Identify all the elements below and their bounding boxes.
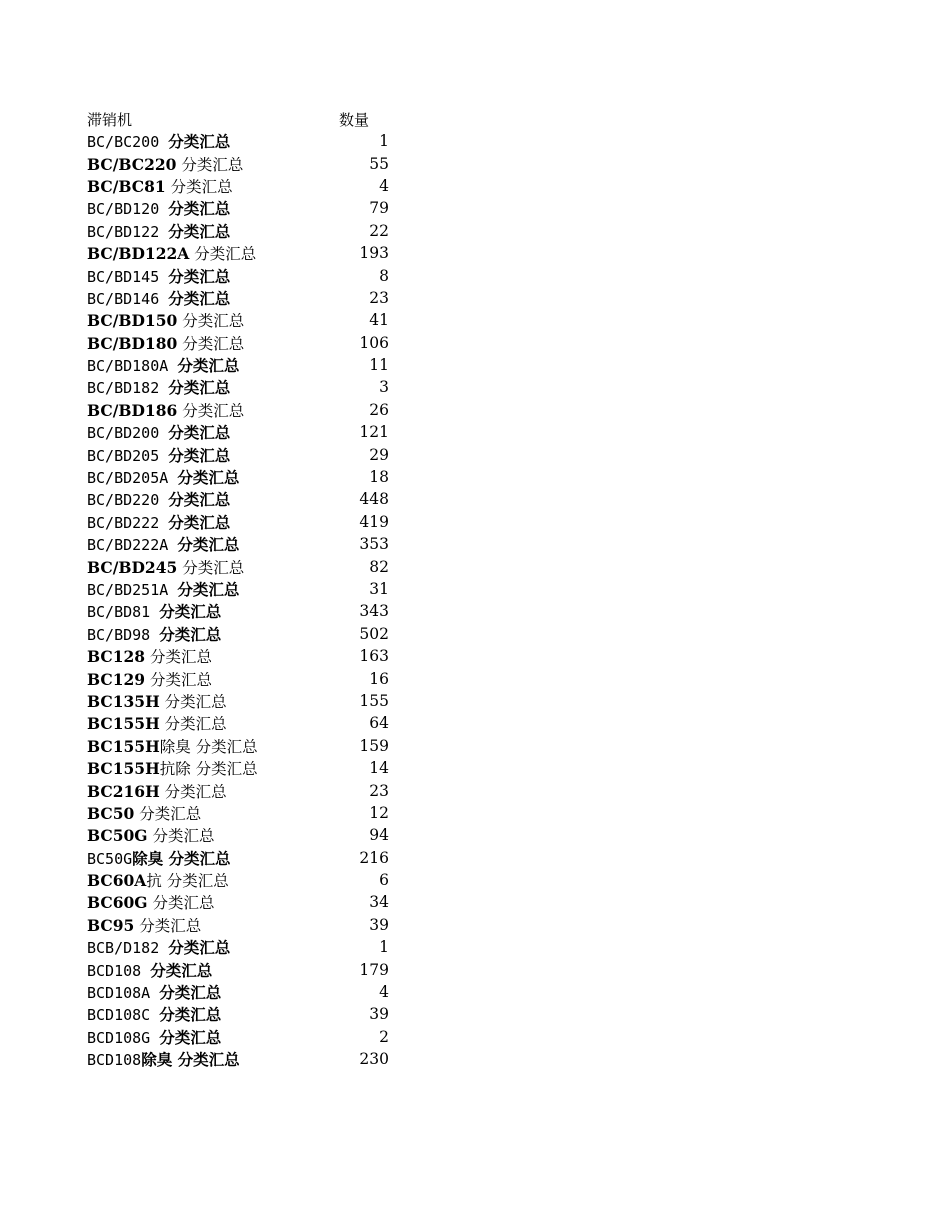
row-quantity: 353 bbox=[359, 535, 389, 554]
row-quantity: 31 bbox=[369, 580, 389, 598]
table-row bbox=[87, 623, 407, 645]
row-subtotal-label: 抗除 分类汇总 bbox=[159, 760, 258, 779]
table-row bbox=[87, 914, 407, 936]
table-row bbox=[87, 511, 407, 533]
summary-sheet bbox=[87, 108, 407, 1070]
row-subtotal-label: 分类汇总 bbox=[159, 1006, 222, 1025]
row-name-cell bbox=[87, 959, 339, 981]
table-row bbox=[87, 197, 407, 219]
row-quantity: 1 bbox=[379, 938, 389, 957]
row-model: BC216H bbox=[87, 781, 160, 801]
row-name-cell bbox=[87, 891, 339, 913]
row-subtotal-label: 分类汇总 bbox=[189, 245, 257, 264]
row-model: BC/BD200 bbox=[87, 424, 169, 443]
row-name-cell bbox=[87, 332, 339, 354]
row-name-cell bbox=[87, 802, 339, 824]
table-row bbox=[87, 847, 407, 869]
row-subtotal-label: 分类汇总 bbox=[177, 469, 240, 488]
row-subtotal-label: 分类汇总 bbox=[145, 648, 213, 667]
row-subtotal-label: 抗 分类汇总 bbox=[146, 872, 229, 891]
row-subtotal-label: 分类汇总 bbox=[134, 804, 202, 823]
row-name-cell bbox=[87, 242, 339, 264]
row-name-cell bbox=[87, 444, 339, 466]
row-quantity: 230 bbox=[359, 1050, 389, 1069]
row-model: BC/BD251A bbox=[87, 581, 178, 599]
row-subtotal-label: 分类汇总 bbox=[168, 939, 231, 958]
table-row bbox=[87, 958, 407, 980]
table-row bbox=[87, 152, 407, 174]
row-name-cell bbox=[87, 421, 339, 443]
row-name-cell bbox=[87, 265, 339, 287]
table-row bbox=[87, 376, 407, 398]
row-model: BC/BD222A bbox=[87, 536, 178, 555]
table-row bbox=[87, 466, 407, 488]
row-name-cell bbox=[87, 1026, 339, 1048]
row-subtotal-label: 分类汇总 bbox=[177, 312, 245, 331]
row-quantity: 26 bbox=[369, 400, 389, 419]
row-model: BC/BD182 bbox=[87, 379, 169, 398]
row-quantity: 163 bbox=[359, 647, 389, 666]
row-model: BC/BD120 bbox=[87, 200, 169, 219]
row-subtotal-label: 分类汇总 bbox=[168, 491, 231, 510]
table-row bbox=[87, 287, 407, 309]
row-model: BC60G bbox=[87, 893, 148, 913]
row-name-cell bbox=[87, 712, 339, 734]
row-quantity: 8 bbox=[379, 266, 389, 285]
row-model: BC50 bbox=[87, 803, 135, 823]
row-subtotal-label: 分类汇总 bbox=[165, 177, 233, 196]
row-quantity: 79 bbox=[369, 199, 389, 218]
row-model: BCD108 bbox=[87, 1051, 142, 1070]
table-row bbox=[87, 220, 407, 242]
table-row bbox=[87, 981, 407, 1003]
row-quantity: 18 bbox=[369, 468, 389, 487]
table-row bbox=[87, 354, 407, 376]
table-row bbox=[87, 802, 407, 824]
row-model: BC/BD145 bbox=[87, 267, 169, 286]
row-name-cell bbox=[87, 533, 339, 555]
table-row bbox=[87, 578, 407, 600]
row-model: BC129 bbox=[87, 669, 146, 689]
row-name-cell bbox=[87, 488, 339, 510]
row-model: BCB/D182 bbox=[87, 939, 169, 958]
row-subtotal-label: 分类汇总 bbox=[159, 715, 227, 734]
row-subtotal-label: 分类汇总 bbox=[176, 155, 244, 174]
table-row bbox=[87, 399, 407, 421]
row-subtotal-label: 分类汇总 bbox=[159, 625, 222, 644]
row-subtotal-label: 分类汇总 bbox=[168, 267, 231, 286]
row-subtotal-label: 分类汇总 bbox=[177, 401, 245, 420]
table-row bbox=[87, 332, 407, 354]
table-row bbox=[87, 443, 407, 465]
row-name-cell bbox=[87, 735, 339, 757]
table-row bbox=[87, 1003, 407, 1025]
row-quantity: 179 bbox=[359, 960, 389, 979]
row-quantity: 121 bbox=[359, 423, 389, 442]
table-row bbox=[87, 1048, 407, 1070]
table-row bbox=[87, 712, 407, 734]
row-model: BCD108G bbox=[87, 1028, 160, 1047]
row-name-cell bbox=[87, 556, 339, 578]
row-name-cell bbox=[87, 287, 339, 309]
row-quantity: 193 bbox=[359, 244, 389, 263]
row-quantity: 4 bbox=[379, 983, 389, 1002]
row-quantity: 419 bbox=[359, 512, 389, 531]
row-name-cell bbox=[87, 175, 339, 197]
row-quantity: 39 bbox=[369, 915, 389, 934]
row-model: BC/BD122 bbox=[87, 222, 169, 241]
row-subtotal-label: 分类汇总 bbox=[168, 200, 231, 219]
row-name-cell bbox=[87, 645, 339, 667]
row-quantity: 94 bbox=[369, 826, 389, 845]
table-row bbox=[87, 488, 407, 510]
row-model: BC155H bbox=[87, 714, 160, 734]
row-subtotal-label: 分类汇总 bbox=[177, 536, 240, 555]
row-subtotal-label: 分类汇总 bbox=[168, 424, 231, 443]
row-model: BC50G bbox=[87, 826, 148, 846]
row-name-cell bbox=[87, 466, 339, 488]
header-row bbox=[87, 108, 407, 130]
row-model: BCD108A bbox=[87, 984, 160, 1003]
column-header-name: 滞销机 bbox=[87, 110, 133, 129]
row-subtotal-label: 分类汇总 bbox=[134, 916, 202, 935]
row-quantity: 39 bbox=[369, 1005, 389, 1024]
row-model: BC95 bbox=[87, 915, 135, 935]
row-model: BC155H bbox=[87, 736, 160, 756]
row-name-cell bbox=[87, 197, 339, 219]
row-quantity: 14 bbox=[369, 759, 389, 778]
row-model: BC/BC81 bbox=[87, 176, 166, 196]
row-subtotal-label: 分类汇总 bbox=[168, 379, 231, 398]
column-header-quantity: 数量 bbox=[339, 110, 370, 129]
row-name-cell bbox=[87, 690, 339, 712]
row-model: BC/BD150 bbox=[87, 311, 178, 331]
row-model: BCD108 bbox=[87, 961, 151, 980]
row-subtotal-label: 分类汇总 bbox=[159, 1028, 222, 1047]
row-quantity: 41 bbox=[369, 311, 389, 330]
row-name-cell bbox=[87, 824, 339, 846]
table-row bbox=[87, 869, 407, 891]
row-name-cell bbox=[87, 623, 339, 645]
row-subtotal-label: 除臭 分类汇总 bbox=[132, 849, 231, 868]
row-model: BC/BC220 bbox=[87, 154, 177, 174]
row-model: BC/BD81 bbox=[87, 603, 160, 622]
row-name-cell bbox=[87, 668, 339, 690]
row-model: BC/BD186 bbox=[87, 400, 178, 420]
row-model: BC128 bbox=[87, 647, 146, 667]
row-model: BC/BD98 bbox=[87, 625, 160, 644]
row-name-cell bbox=[87, 981, 339, 1003]
row-subtotal-label: 分类汇总 bbox=[168, 222, 231, 241]
table-row bbox=[87, 757, 407, 779]
table-row bbox=[87, 891, 407, 913]
row-model: BC60A bbox=[87, 871, 147, 891]
row-quantity: 106 bbox=[359, 333, 389, 352]
row-name-cell bbox=[87, 220, 339, 242]
row-subtotal-label: 分类汇总 bbox=[168, 133, 231, 152]
row-subtotal-label: 分类汇总 bbox=[177, 334, 245, 353]
row-quantity: 502 bbox=[359, 624, 389, 643]
row-quantity: 16 bbox=[369, 669, 389, 688]
row-name-cell bbox=[87, 511, 339, 533]
table-row bbox=[87, 555, 407, 577]
row-quantity: 11 bbox=[369, 356, 389, 375]
row-model: BC/BD180 bbox=[87, 333, 178, 353]
row-model: BC/BD180A bbox=[87, 357, 178, 376]
row-subtotal-label: 分类汇总 bbox=[145, 670, 213, 689]
table-row bbox=[87, 600, 407, 622]
table-row bbox=[87, 1026, 407, 1048]
table-row bbox=[87, 667, 407, 689]
row-name-cell bbox=[87, 578, 339, 600]
row-model: BCD108C bbox=[87, 1006, 160, 1025]
row-name-cell bbox=[87, 757, 339, 779]
row-model: BC/BD205 bbox=[87, 446, 169, 465]
row-subtotal-label: 分类汇总 bbox=[150, 961, 213, 980]
row-quantity: 23 bbox=[369, 781, 389, 800]
row-quantity: 448 bbox=[359, 490, 389, 509]
row-name-cell bbox=[87, 847, 339, 869]
row-name-cell bbox=[87, 354, 339, 376]
row-name-cell bbox=[87, 153, 339, 175]
summary-rows bbox=[87, 130, 407, 1070]
row-quantity: 82 bbox=[369, 557, 389, 576]
row-subtotal-label: 分类汇总 bbox=[177, 581, 240, 599]
row-name-cell bbox=[87, 600, 339, 622]
row-name-cell bbox=[87, 936, 339, 958]
row-quantity: 6 bbox=[379, 871, 389, 890]
row-model: BC/BD222 bbox=[87, 513, 169, 532]
row-name-cell bbox=[87, 914, 339, 936]
row-subtotal-label: 除臭 分类汇总 bbox=[141, 1051, 240, 1070]
row-quantity: 2 bbox=[379, 1027, 389, 1046]
table-row bbox=[87, 735, 407, 757]
row-quantity: 12 bbox=[369, 803, 389, 822]
row-quantity: 23 bbox=[369, 288, 389, 307]
table-row bbox=[87, 533, 407, 555]
row-quantity: 3 bbox=[379, 378, 389, 397]
row-model: BC/BD122A bbox=[87, 244, 190, 264]
row-quantity: 64 bbox=[369, 714, 389, 733]
row-name-cell bbox=[87, 376, 339, 398]
table-row bbox=[87, 309, 407, 331]
row-subtotal-label: 分类汇总 bbox=[159, 984, 222, 1003]
row-name-cell bbox=[87, 1003, 339, 1025]
table-row bbox=[87, 690, 407, 712]
row-quantity: 216 bbox=[359, 848, 389, 867]
row-subtotal-label: 分类汇总 bbox=[168, 446, 231, 465]
table-row bbox=[87, 130, 407, 152]
row-model: BC/BD146 bbox=[87, 289, 169, 308]
row-subtotal-label: 分类汇总 bbox=[177, 357, 240, 376]
row-name-cell bbox=[87, 780, 339, 802]
row-subtotal-label: 分类汇总 bbox=[168, 289, 231, 308]
row-name-cell bbox=[87, 399, 339, 421]
row-model: BC/BC200 bbox=[87, 133, 169, 152]
row-quantity: 343 bbox=[359, 602, 389, 621]
table-row bbox=[87, 175, 407, 197]
row-subtotal-label: 分类汇总 bbox=[159, 692, 227, 711]
row-subtotal-label: 分类汇总 bbox=[147, 894, 215, 913]
row-quantity: 55 bbox=[369, 154, 389, 173]
row-subtotal-label: 分类汇总 bbox=[159, 782, 227, 801]
table-row bbox=[87, 242, 407, 264]
row-quantity: 29 bbox=[369, 445, 389, 464]
row-subtotal-label: 除臭 分类汇总 bbox=[159, 737, 258, 756]
row-name-cell bbox=[87, 1048, 339, 1070]
row-subtotal-label: 分类汇总 bbox=[147, 827, 215, 846]
row-name-cell bbox=[87, 309, 339, 331]
row-quantity: 22 bbox=[369, 221, 389, 240]
row-model: BC/BD245 bbox=[87, 557, 178, 577]
row-model: BC/BD205A bbox=[87, 469, 178, 488]
row-subtotal-label: 分类汇总 bbox=[177, 558, 245, 577]
table-row bbox=[87, 824, 407, 846]
table-row bbox=[87, 645, 407, 667]
row-name-cell bbox=[87, 130, 339, 152]
row-quantity: 1 bbox=[379, 132, 389, 151]
row-subtotal-label: 分类汇总 bbox=[168, 513, 231, 532]
table-row bbox=[87, 779, 407, 801]
row-quantity: 159 bbox=[359, 736, 389, 755]
row-model: BC135H bbox=[87, 691, 160, 711]
row-name-cell bbox=[87, 869, 339, 891]
row-quantity: 155 bbox=[359, 691, 389, 710]
row-subtotal-label: 分类汇总 bbox=[159, 603, 222, 622]
row-model: BC/BD220 bbox=[87, 491, 169, 510]
table-row bbox=[87, 421, 407, 443]
row-model: BC155H bbox=[87, 759, 160, 779]
row-quantity: 34 bbox=[369, 893, 389, 912]
row-model: BC50G bbox=[87, 849, 133, 868]
table-row bbox=[87, 936, 407, 958]
row-quantity: 4 bbox=[379, 176, 389, 195]
table-row bbox=[87, 264, 407, 286]
